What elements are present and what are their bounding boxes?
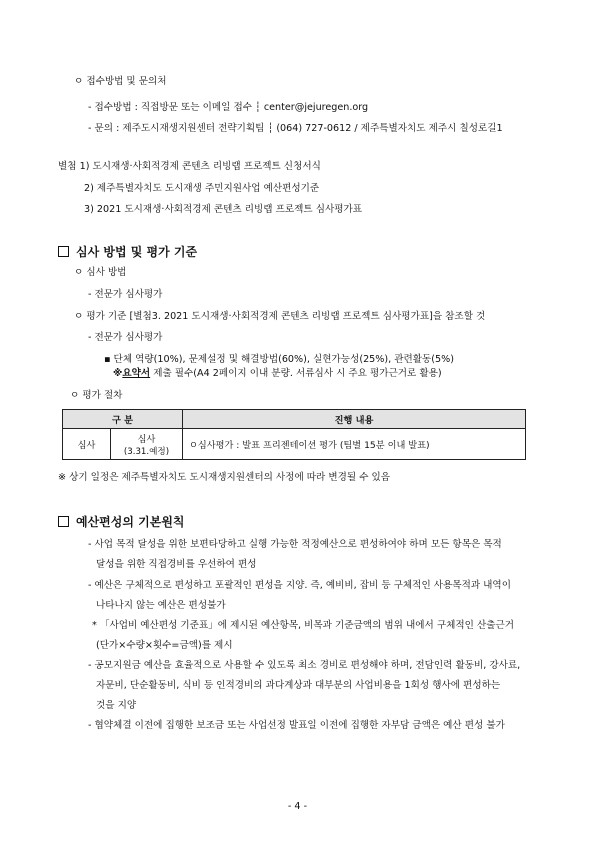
- table-header-row: [63, 410, 526, 429]
- table-header-category: 구 분: [63, 410, 183, 429]
- checkbox-square-icon: [58, 246, 69, 257]
- contact-inquiry: - 문의 : 제주도시재생지원센터 전략기획팀 ┆ (064) 727-0612 / 제주특별자치도 제주시 칠성로길1: [88, 123, 503, 134]
- section-heading-budget: [58, 514, 185, 530]
- section-title: 심사 방법 및 평가 기준: [76, 245, 198, 259]
- procedure-label: ㅇ 평가 절차: [70, 390, 123, 401]
- method-item: - 전문가 심사평가: [88, 289, 163, 300]
- summary-bold: 요약서: [122, 368, 151, 379]
- table-row: [63, 429, 526, 460]
- budget-line: - 공모지원금 예산을 효율적으로 사용할 수 있도록 최소 경비로 편성해야 하며, 전담인력 활동비, 강사료,: [88, 660, 521, 671]
- budget-line: * 「사업비 예산편성 기준표」에 제시된 예산항목, 비목과 기준금액의 범위 내에서 구체적인 산출근거: [92, 620, 515, 631]
- attachment-1: 별첨 1) 도시재생·사회적경제 콘텐츠 리빙랩 프로젝트 신청서식: [58, 161, 321, 172]
- summary-prefix: ※: [113, 368, 123, 379]
- budget-line: - 협약체결 이전에 집행한 보조금 또는 사업선정 발표일 이전에 집행한 자부담 금액은 예산 편성 불가: [88, 720, 505, 731]
- budget-line: - 사업 목적 달성을 위한 보편타당하고 실행 가능한 적정예산으로 편성하여야 하며 모든 항목은 목적: [88, 539, 502, 550]
- contact-header: ㅇ 접수방법 및 문의처: [74, 76, 167, 87]
- table-cell-content: ㅇ심사평가 : 발표 프리젠테이션 평가 (팀별 15분 이내 발표): [183, 429, 526, 460]
- criteria-detail: ▪ 단체 역량(10%), 문제설정 및 해결방법(60%), 실현가능성(25%), 관련활동(5%): [104, 354, 455, 365]
- page-number: - 4 -: [287, 801, 308, 812]
- section-heading-evaluation: [58, 244, 197, 260]
- summary-rest: 제출 필수(A4 2페이지 이내 분량. 서류심사 시 주요 평가근거로 활용): [150, 368, 442, 379]
- contact-method: - 접수방법 : 직접방문 또는 이메일 접수 ┆ center@jejuregen.org: [88, 102, 369, 113]
- table-header-content: 진행 내용: [183, 410, 526, 429]
- attachment-3: 3) 2021 도시재생·사회적경제 콘텐츠 리빙랩 프로젝트 심사평가표: [84, 204, 363, 215]
- budget-line: 것을 지양: [96, 700, 137, 711]
- section-title: 예산편성의 기본원칙: [76, 515, 185, 529]
- stage-date: (3.31.예정): [123, 447, 170, 457]
- budget-line: 나타나지 않는 예산은 편성불가: [96, 600, 226, 611]
- stage-name: 심사: [137, 434, 156, 445]
- table-cell-category: 심사: [63, 429, 111, 460]
- attachment-2: 2) 제주특별자치도 도시재생 주민지원사업 예산편성기준: [84, 183, 320, 194]
- budget-line: 달성을 위한 직접경비를 우선하여 편성: [96, 559, 257, 570]
- budget-line: - 예산은 구체적으로 편성하고 포괄적인 편성을 지양. 즉, 예비비, 잡비 등 구체적인 사용목적과 내역이: [88, 580, 511, 591]
- table-cell-stage: [111, 429, 183, 460]
- criteria-item: - 전문가 심사평가: [88, 332, 163, 343]
- budget-line: 자문비, 단순활동비, 식비 등 인적경비의 과다계상과 대부분의 사업비용을 1회성 행사에 편성하는: [96, 680, 501, 691]
- budget-line: (단가×수량×횟수=금액)를 제시: [96, 640, 233, 651]
- procedure-table: [62, 409, 526, 460]
- schedule-note: ※ 상기 일정은 제주특별자치도 도시재생지원센터의 사정에 따라 변경될 수 있음: [58, 472, 391, 483]
- summary-note: [113, 367, 442, 381]
- criteria-label: ㅇ 평가 기준 [별첨3. 2021 도시재생·사회적경제 콘텐츠 리빙랩 프로젝트 심사평가표]을 참조할 것: [74, 311, 486, 322]
- checkbox-square-icon: [58, 516, 69, 527]
- method-label: ㅇ 심사 방법: [74, 267, 127, 278]
